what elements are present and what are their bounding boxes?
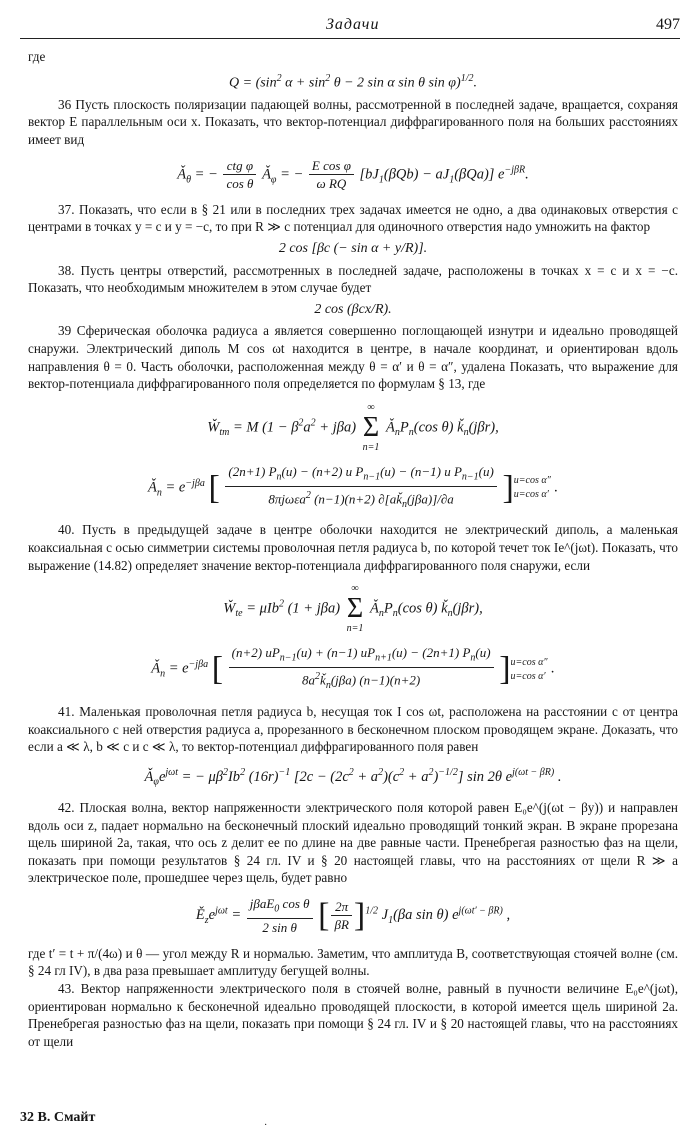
problem-36: 36 Пусть плоскость поляризации падающей волны, рассмотренной в последней задаче, вращается, сохраняя вектор E параллельным оси x. Показать, что вектор-потенциал диффрагированного поля на больших расстояниях имеет вид [28,96,678,148]
equation-42: $Ě_ze^{j\omega t}$ = $\frac{j\beta aE_0 \cos \theta}{\text{2 sin θ}}$ [ $\frac{2\pi}{\beta R}$ ]$^{1/2}$ $J_1(\beta a$ sin θ) $e^{j(\omega t' - \beta R)}$ , [195,896,511,936]
problem-40: 40. Пусть в предыдущей задаче в центре оболочки находится не электрический диполь, а маленькая коаксиальная с осью симметрии системы проволочная петля радиуса b, по которой течет ток Ie^(jωt). Показать, что выражение (14.82) определяет значение вектор-потенциала диффрагированного поля снаружи, если [28,522,678,573]
problem-41: 41. Маленькая проволочная петля радиуса b, несущая ток I cos ωt, расположена на расстоянии c от центра коаксиального с ней отверстия радиуса a, прорезанного в бесконечном плоском проводящем экране. Доказать, что если a ≪ λ, b ≪ c и c ≪ λ, то вектор-потенциал диффрагированного поля равен [28,703,678,755]
equation-39-a: $Ǎ_n = e^{-j\beta a}$ [ $\frac{(2n+1) P_n(u) - (n+2) u P_{n-1}(u) - (n-1) u P_{n-1}(u)}{8\pi j\omega\varepsilon a^2 (n-1)(n+2) \partial[aǩ_n(j\beta a)]/\partial a}$ ]u=cos α″ u=cos α′ . [147,463,559,510]
equation-39-w: $W̌_{tm} = M$ $(1 - \beta^2a^2 + j\beta a)$ ∞ Σ n=1 $Ǎ_nP_n(\cos$ θ) $ǩ_n(j\beta r)$, [207,401,499,453]
problem-42: 42. Плоская волна, вектор напряженности электрического поля которой равен E₀e^(j(ωt − βy)) и направлен вдоль оси z, падает нормально на бесконечный плоский идеально проводящий тонкий экран. В экране прорезана щель шириной 2a, такая, что ось z делит ее по длине на две равные части. Пренебрегая разностью фаз на щели, показать при помощи результатов § 24 гл. IV и § 20 настоящей главы, что на расстояниях от щели R ≫ a электрическое поле, прошедшее через щель, будет равно [28,800,678,886]
equation-36: $Ǎ_\theta$ = − $\frac{\text{ctg φ}}{\text{cos θ}}$ $Ǎ_\varphi$ = − $\frac{\text{E cos φ}}{\text{ω RQ}}$ $[bJ_1(\beta Qb) - aJ_1(\beta Qa)]$ $e^{-j\beta R}$. [177,157,529,192]
equation-40-w: $W̌_{te} = \mu Ib^2$ (1 + jβa) ∞ Σ n=1 $Ǎ_nP_n(\cos$ θ) $ǩ_n(j\beta r)$, [223,583,483,635]
equation-37: 2 cos [βc (− sin α + y/R)]. [278,241,428,256]
page-number: 497 [656,16,680,33]
equation-40-a: $Ǎ_n = e^{-j\beta a}$ [ $\frac{(n+2) uP_{n-1}(u) + (n-1) uP_{n+1}(u) - (2n+1) P_n(u)}{8a^2ǩ_n(j\beta a) (n-1)(n+2)}$ ]u=cos α″ u=cos α′ . [151,645,555,692]
problem-42-note: где t′ = t + π/(4ω) и θ — угол между R и нормалью. Заметим, что амплитуда B, соответствующая стоячей волне (см. § 24 гл IV), в два раза превышает амплитуду бегущей волны. [28,945,678,979]
header-rule [20,38,680,39]
header-title: Задачи [326,16,380,33]
problem-38: 38. Пусть центры отверстий, рассмотренных в последней задаче, расположены в точках x = c и x = −c. Показать, что необходимым множителем в этом случае будет [28,262,678,296]
footer-signature: 32 В. Смайт [20,1110,96,1125]
running-header [0,14,700,38]
intro-word: где [28,49,46,64]
equation-q: $Q = (\sin^2$ $\alpha + \sin^2 \theta - 2$ sin α sin θ sin φ)$^{1/2}$. [229,72,477,91]
footer-dot: · [264,1120,268,1131]
equation-41: $Ǎ_\varphi e^{j\omega t}$ = − $\mu\beta^2Ib^2$ $(16r)^{-1}$ $[2c - (2c^2 + a^2)(c^2 + a^2)^{-1/2}]$ sin 2θ $e^{j(\omega t - \beta R)}$ . [144,766,562,788]
page-body [28,48,678,1050]
equation-38: 2 cos (βcx/R). [314,301,392,317]
problem-43: 43. Вектор напряженности электрического поля в стоячей волне, равный в пучности величине E₀e^(jωt), ориентирован нормально к бесконечной идеально проводящей плоскости, в которой имеется щель шириной 2a. Пренебрегая разностью фаз на щели, показать при помощи § 24 гл. IV и § 20 настоящей главы, что на расстояниях от щели [28,980,678,1049]
problem-39: 39 Сферическая оболочка радиуса a является совершенно поглощающей изнутри и идеально проводящей снаружи. Электрический диполь M cos ωt находится в центре, в начале координат, и ориентирован вдоль направления θ = 0. Часть оболочки, расположенная между θ = α′ и θ = α″, удалена Показать, что выражение для вектор-потенциала диффрагированного поля определяется по формулам § 13, где [28,323,678,392]
problem-37: 37. Показать, что если в § 21 или в последних трех задачах имеется не одно, а два одинаковых отверстия с центрами в точках y = c и y = −c, то при R ≫ c потенциал для одиночного отверстия надо умножить на фактор [28,201,678,235]
